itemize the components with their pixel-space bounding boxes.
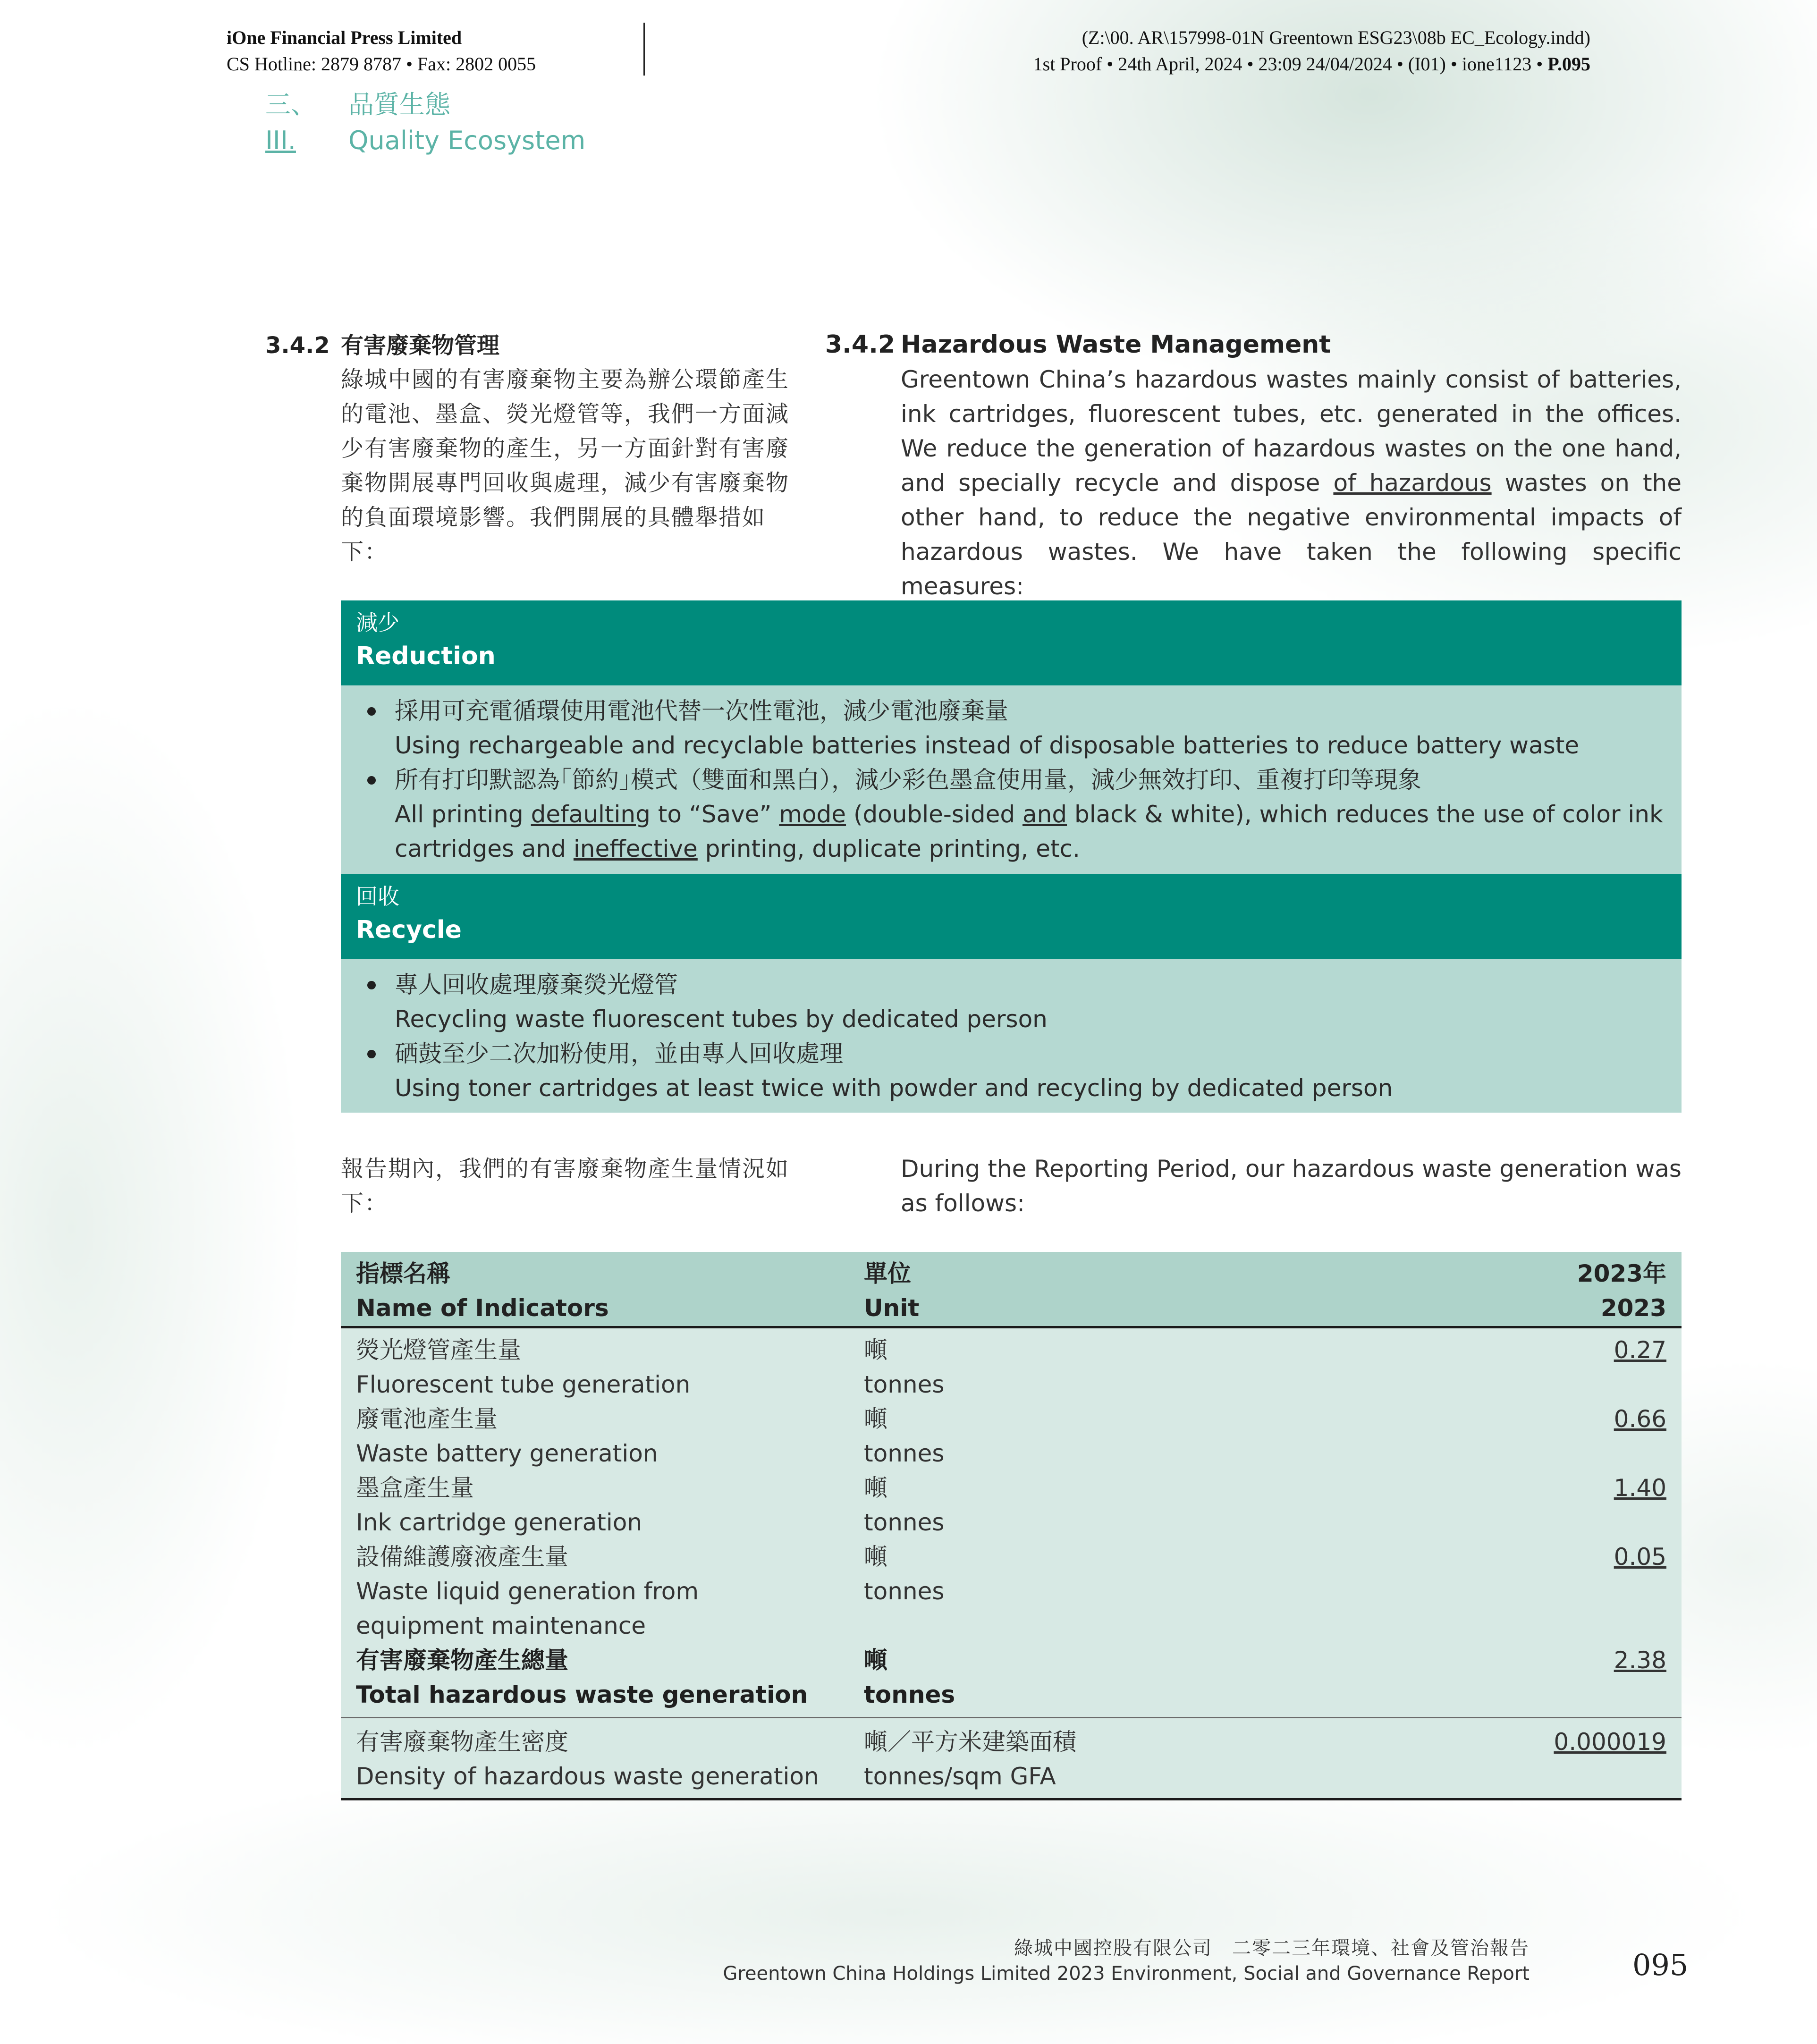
row-value: 0.66 — [1614, 1405, 1666, 1433]
body-zh: 綠城中國的有害廢棄物主要為辦公環節產生的電池、墨盒、熒光燈管等，我們一方面減少有害廢棄物的產生，另一方面針對有害廢棄物開展專門回收與處理，減少有害廢棄物的負面環境影響。我們開展的具體舉措如下： — [341, 366, 790, 565]
row-unit — [864, 1333, 944, 1402]
row-name-zh: 墨盒產生量 — [356, 1474, 474, 1502]
row-name-en: Fluorescent tube generation — [356, 1371, 691, 1398]
table-row — [341, 1540, 1682, 1643]
page-number: 095 — [1632, 1948, 1689, 1982]
section-title-en: Quality Ecosystem — [348, 126, 586, 155]
table-row — [341, 1333, 1682, 1402]
row-name-en: Waste battery generation — [356, 1440, 658, 1467]
reduction-item1-zh: 採用可充電循環使用電池代替一次性電池，減少電池廢棄量 — [395, 697, 1008, 725]
header-name-zh: 指標名稱 — [356, 1260, 450, 1287]
total-value: 2.38 — [1614, 1647, 1666, 1674]
subsection-number-en: 3.4.2 — [825, 330, 896, 359]
text-run: All printing — [395, 801, 531, 828]
header-unit — [864, 1257, 919, 1326]
row-name-en: Waste liquid generation from equipment maintenance — [356, 1578, 699, 1639]
row-name — [356, 1471, 642, 1540]
text-run: (double-sided — [846, 801, 1023, 828]
subsection-title-en: Hazardous Waste Management — [901, 330, 1331, 359]
hazardous-waste-table — [341, 1252, 1682, 1800]
row-name-zh: 廢電池產生量 — [356, 1405, 498, 1433]
proof-line — [1033, 51, 1590, 77]
reduction-item1-en: Using rechargeable and recyclable batteries instead of disposable batteries to reduce battery waste — [395, 732, 1580, 759]
slug-divider — [643, 23, 645, 76]
recycle-item2-en: Using toner cartridges at least twice with powder and recycling by dedicated person — [395, 1074, 1393, 1102]
intro-en: During the Reporting Period, our hazardous waste generation was as follows: — [901, 1155, 1682, 1217]
proof-file-path: (Z:\00. AR\157998-01N Greentown ESG23\08b EC_Ecology.indd) — [1082, 27, 1590, 48]
header-year-en: 2023 — [1600, 1294, 1666, 1322]
table-row-total — [341, 1643, 1682, 1718]
header-year-zh: 2023年 — [1577, 1260, 1666, 1287]
text-run-underlined: ineffective — [573, 835, 698, 862]
recycle-item2-zh: 硒鼓至少二次加粉使用，並由專人回收處理 — [395, 1040, 843, 1067]
total-name — [356, 1643, 808, 1712]
printer-name: iOne Financial Press Limited — [227, 27, 462, 48]
recycle-item1-en: Recycling waste fluorescent tubes by dedicated person — [395, 1005, 1048, 1033]
density-name-zh: 有害廢棄物產生密度 — [356, 1728, 568, 1756]
section-number-en: III. — [265, 126, 296, 155]
row-name — [356, 1540, 715, 1643]
text-run-underlined: defaulting — [531, 801, 651, 828]
reduction-title-en: Reduction — [356, 642, 496, 670]
list-item — [395, 968, 1666, 1037]
total-name-zh: 有害廢棄物產生總量 — [356, 1647, 568, 1674]
row-name — [356, 1402, 658, 1471]
row-unit-en: tonnes — [864, 1371, 945, 1398]
section-title — [265, 87, 585, 159]
reduction-header — [341, 600, 1682, 685]
row-unit-zh: 噸 — [864, 1336, 887, 1364]
header-year — [1577, 1257, 1666, 1326]
body-en-part2: wastes on the other hand, to reduce the negative environmental impacts of hazardous wastes. We have taken the following specific measures: — [901, 469, 1682, 600]
row-unit-en: tonnes — [864, 1509, 945, 1536]
proof-info — [1033, 25, 1590, 77]
header-unit-en: Unit — [864, 1294, 920, 1322]
row-value: 0.05 — [1614, 1543, 1666, 1571]
section-number-zh: 三、 — [265, 90, 316, 119]
proof-details: 1st Proof • 24th April, 2024 • 23:09 24/04/2024 • (I01) • ione1123 • — [1033, 53, 1548, 75]
row-name — [356, 1333, 690, 1402]
intro-zh: 報告期內，我們的有害廢棄物產生量情況如下： — [341, 1156, 790, 1216]
total-unit-zh: 噸 — [864, 1647, 887, 1674]
proof-page: P.095 — [1547, 53, 1590, 75]
body-en-part1: Greentown China’s hazardous wastes mainly consist of batteries, ink cartridges, fluorescent tubes, etc. generated in the offices. We reduce the generation of hazardous wastes on the one hand, and specially recycle and dispose — [901, 366, 1682, 497]
section-title-zh: 品質生態 — [348, 90, 450, 119]
header-name — [356, 1257, 609, 1326]
recycle-title-zh: 回收 — [356, 884, 399, 909]
row-unit-zh: 噸 — [864, 1405, 887, 1433]
row-unit — [864, 1540, 944, 1609]
density-unit-zh: 噸／平方米建築面積 — [864, 1728, 1076, 1756]
header-unit-zh: 單位 — [864, 1260, 911, 1287]
text-run-underlined: and — [1022, 801, 1067, 828]
header-name-en: Name of Indicators — [356, 1294, 609, 1322]
table-row — [341, 1402, 1682, 1471]
row-name-en: Ink cartridge generation — [356, 1509, 642, 1536]
density-name-en: Density of hazardous waste generation — [356, 1763, 819, 1790]
table-row-density — [341, 1718, 1682, 1800]
density-unit-en: tonnes/sqm GFA — [864, 1763, 1056, 1790]
subsection-title-zh: 有害廢棄物管理 — [341, 332, 500, 359]
reduction-title-zh: 減少 — [356, 610, 399, 635]
printer-info — [227, 25, 536, 77]
list-item — [395, 1037, 1666, 1106]
recycle-item1-zh: 專人回收處理廢棄熒光燈管 — [395, 971, 678, 998]
row-unit — [864, 1402, 944, 1471]
subsection-number-zh: 3.4.2 — [265, 332, 330, 359]
list-item — [395, 763, 1666, 866]
text-run: to “Save” — [650, 801, 779, 828]
row-name-zh: 設備維護廢液產生量 — [356, 1543, 568, 1571]
density-value: 0.000019 — [1554, 1728, 1666, 1756]
row-unit — [864, 1471, 944, 1540]
total-unit-en: tonnes — [864, 1681, 955, 1708]
density-name — [356, 1725, 819, 1794]
body-en — [901, 363, 1682, 604]
recycle-title-en: Recycle — [356, 916, 462, 944]
row-unit-en: tonnes — [864, 1440, 945, 1467]
row-value: 0.27 — [1614, 1336, 1666, 1364]
text-run: printing, duplicate printing, etc. — [697, 835, 1080, 862]
list-item — [395, 694, 1666, 763]
footer-title-en: Greentown China Holdings Limited 2023 Environment, Social and Governance Report — [723, 1963, 1530, 1985]
row-unit-zh: 噸 — [864, 1474, 887, 1502]
reduction-list — [341, 685, 1682, 874]
recycle-list — [341, 959, 1682, 1113]
total-unit — [864, 1643, 955, 1712]
row-name-zh: 熒光燈管產生量 — [356, 1336, 521, 1364]
table-header — [341, 1252, 1682, 1328]
table-body — [341, 1328, 1682, 1800]
recycle-header — [341, 874, 1682, 959]
footer-title-zh: 綠城中國控股有限公司 二零二三年環境、社會及管治報告 — [1014, 1937, 1530, 1959]
row-value: 1.40 — [1614, 1474, 1666, 1502]
reduction-item2-en — [395, 797, 1666, 866]
density-unit — [864, 1725, 1076, 1794]
footer-report-title — [723, 1935, 1530, 1986]
total-name-en: Total hazardous waste generation — [356, 1681, 808, 1708]
reduction-item2-zh: 所有打印默認為｢節約｣模式（雙面和黑白），減少彩色墨盒使用量，減少無效打印、重複打印等現象 — [395, 766, 1421, 794]
printer-hotline: CS Hotline: 2879 8787 • Fax: 2802 0055 — [227, 53, 536, 75]
row-unit-zh: 噸 — [864, 1543, 887, 1571]
row-unit-en: tonnes — [864, 1578, 945, 1605]
text-run-underlined: mode — [779, 801, 846, 828]
text-run: black & white), which reduces the use of color ink cartridges and — [395, 801, 1663, 862]
body-en-underlined: of hazardous — [1333, 469, 1492, 497]
table-row — [341, 1471, 1682, 1540]
